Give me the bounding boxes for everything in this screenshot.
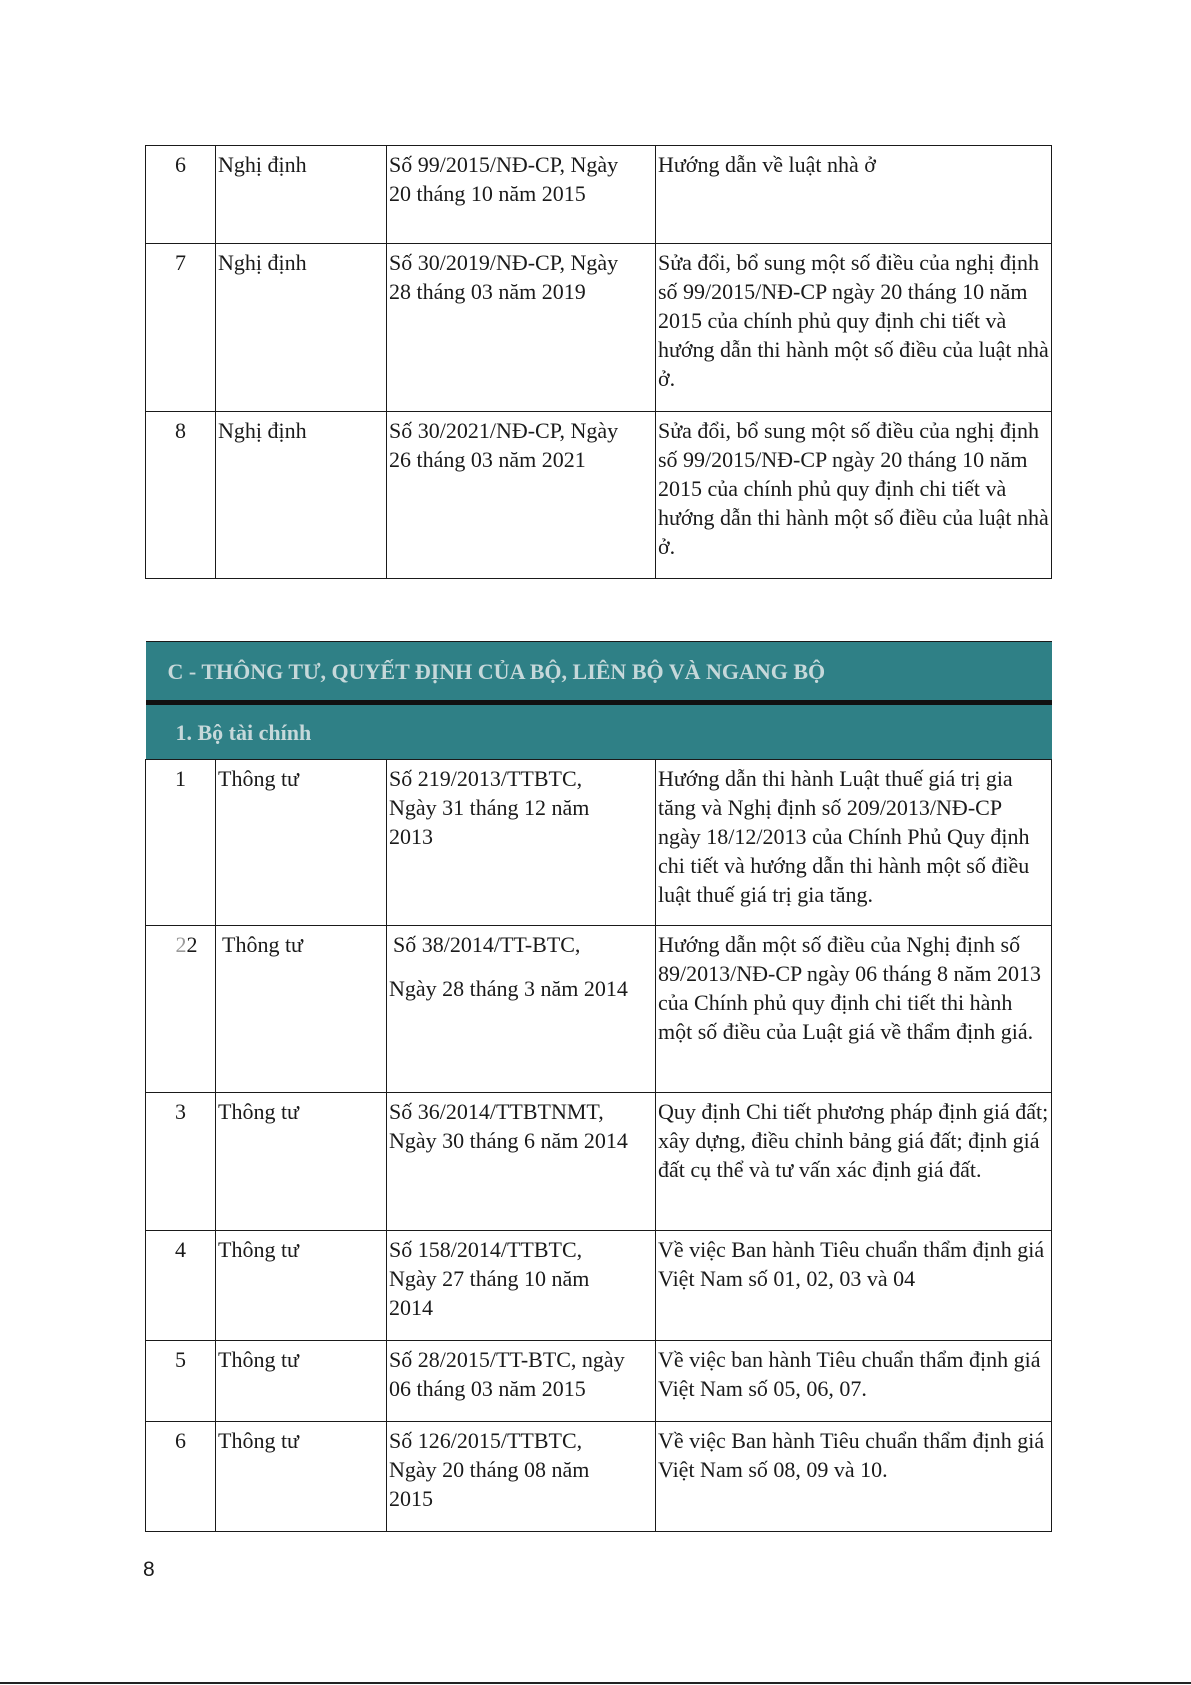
table-row: [146, 1341, 1052, 1422]
document-number: [387, 760, 656, 926]
document-number: [387, 1231, 656, 1341]
table-row: [146, 244, 1052, 412]
document-number-line: Số 99/2015/NĐ-CP, Ngày: [389, 152, 619, 177]
document-number: [387, 1093, 656, 1231]
row-number: 4: [146, 1231, 216, 1341]
document-number: [387, 146, 656, 244]
table-row: [146, 1422, 1052, 1532]
table-row: [146, 412, 1052, 579]
decree-table: [145, 145, 1052, 579]
document-description: Về việc Ban hành Tiêu chuẩn thẩm định giá Việt Nam số 01, 02, 03 và 04: [656, 1231, 1052, 1341]
document-date-line: Ngày 27 tháng 10 năm: [389, 1266, 590, 1291]
document-number-line: Số 30/2019/NĐ-CP, Ngày: [389, 250, 619, 275]
document-number: [387, 244, 656, 412]
document-type: Nghị định: [216, 412, 387, 579]
section-title: C - THÔNG TƯ, QUYẾT ĐỊNH CỦA BỘ, LIÊN BỘ VÀ NGANG BỘ: [146, 642, 1052, 703]
document-description: Sửa đổi, bổ sung một số điều của nghị định số 99/2015/NĐ-CP ngày 20 tháng 10 năm 2015 của chính phủ quy định chi tiết và hướng dẫn thi hành một số điều của luật nhà ở.: [656, 244, 1052, 412]
document-date-line: Ngày 31 tháng 12 năm: [389, 795, 590, 820]
section-header-row: [146, 642, 1052, 703]
document-number-line: Số 30/2021/NĐ-CP, Ngày: [389, 418, 619, 443]
document-number-line: Số 219/2013/TTBTC,: [389, 766, 583, 791]
document-date-line: 26 tháng 03 năm 2021: [389, 447, 586, 472]
row-number: 3: [146, 1093, 216, 1231]
row-number: 8: [146, 412, 216, 579]
table-row: [146, 1231, 1052, 1341]
document-type: Nghị định: [216, 244, 387, 412]
row-number: 5: [146, 1341, 216, 1422]
subsection-title: 1. Bộ tài chính: [146, 703, 1052, 760]
row-number-faded: 2: [175, 932, 187, 957]
document-date-line: 06 tháng 03 năm 2015: [389, 1376, 586, 1401]
document-description: Sửa đổi, bổ sung một số điều của nghị định số 99/2015/NĐ-CP ngày 20 tháng 10 năm 2015 của chính phủ quy định chi tiết và hướng dẫn thi hành một số điều của luật nhà ở.: [656, 412, 1052, 579]
row-number: 1: [146, 760, 216, 926]
document-type: Thông tư: [216, 1093, 387, 1231]
row-number-value: 2: [186, 932, 198, 957]
document-date-line: Ngày 20 tháng 08 năm: [389, 1457, 590, 1482]
document-number-line: Số 126/2015/TTBTC,: [389, 1428, 583, 1453]
document-year-line: 2013: [389, 824, 433, 849]
document-number-line: Số 28/2015/TT-BTC, ngày: [389, 1347, 625, 1372]
row-number: [146, 926, 216, 1093]
document-number-line: Số 158/2014/TTBTC,: [389, 1237, 583, 1262]
document-number: [387, 1341, 656, 1422]
document-number-line: Số 38/2014/TT-BTC,: [393, 932, 581, 957]
document-description: Hướng dẫn thi hành Luật thuế giá trị gia tăng và Nghị định số 209/2013/NĐ-CP ngày 18/12/2013 của Chính Phủ Quy định chi tiết và hướng dẫn thi hành một số điều luật thuế giá trị gia tăng.: [656, 760, 1052, 926]
document-year-line: 2014: [389, 1295, 433, 1320]
document-number-line: Số 36/2014/TTBTNMT,: [389, 1099, 604, 1124]
document-type: Thông tư: [216, 926, 387, 1093]
table-row: [146, 1093, 1052, 1231]
circular-table: [145, 641, 1052, 1532]
document-description: Hướng dẫn một số điều của Nghị định số 89/2013/NĐ-CP ngày 06 tháng 8 năm 2013 của Chính phủ quy định chi tiết thi hành một số điều của Luật giá về thẩm định giá.: [656, 926, 1052, 1093]
document-date-line: 28 tháng 03 năm 2019: [389, 279, 586, 304]
page-number: 8: [143, 1558, 155, 1581]
document-description: Về việc Ban hành Tiêu chuẩn thẩm định giá Việt Nam số 08, 09 và 10.: [656, 1422, 1052, 1532]
document-description: Hướng dẫn về luật nhà ở: [656, 146, 1052, 244]
table-row: [146, 760, 1052, 926]
document-type: Thông tư: [216, 1341, 387, 1422]
subsection-header-row: [146, 703, 1052, 760]
document-type: Thông tư: [216, 1231, 387, 1341]
document-date-line: Ngày 28 tháng 3 năm 2014: [389, 976, 628, 1001]
document-number: [387, 1422, 656, 1532]
row-number: 6: [146, 1422, 216, 1532]
row-number: 6: [146, 146, 216, 244]
document-number: [387, 926, 656, 1093]
page-bottom-rule: [0, 1682, 1191, 1684]
document-description: Về việc ban hành Tiêu chuẩn thẩm định giá Việt Nam số 05, 06, 07.: [656, 1341, 1052, 1422]
document-year-line: 2015: [389, 1486, 433, 1511]
document-date-line: 20 tháng 10 năm 2015: [389, 181, 586, 206]
document-number: [387, 412, 656, 579]
document-type: Thông tư: [216, 760, 387, 926]
table-row: [146, 926, 1052, 1093]
document-date-line: Ngày 30 tháng 6 năm 2014: [389, 1128, 628, 1153]
table-row: [146, 146, 1052, 244]
row-number: 7: [146, 244, 216, 412]
document-type: Nghị định: [216, 146, 387, 244]
document-type: Thông tư: [216, 1422, 387, 1532]
document-description: Quy định Chi tiết phương pháp định giá đất; xây dựng, điều chỉnh bảng giá đất; định giá đất cụ thể và tư vấn xác định giá đất.: [656, 1093, 1052, 1231]
